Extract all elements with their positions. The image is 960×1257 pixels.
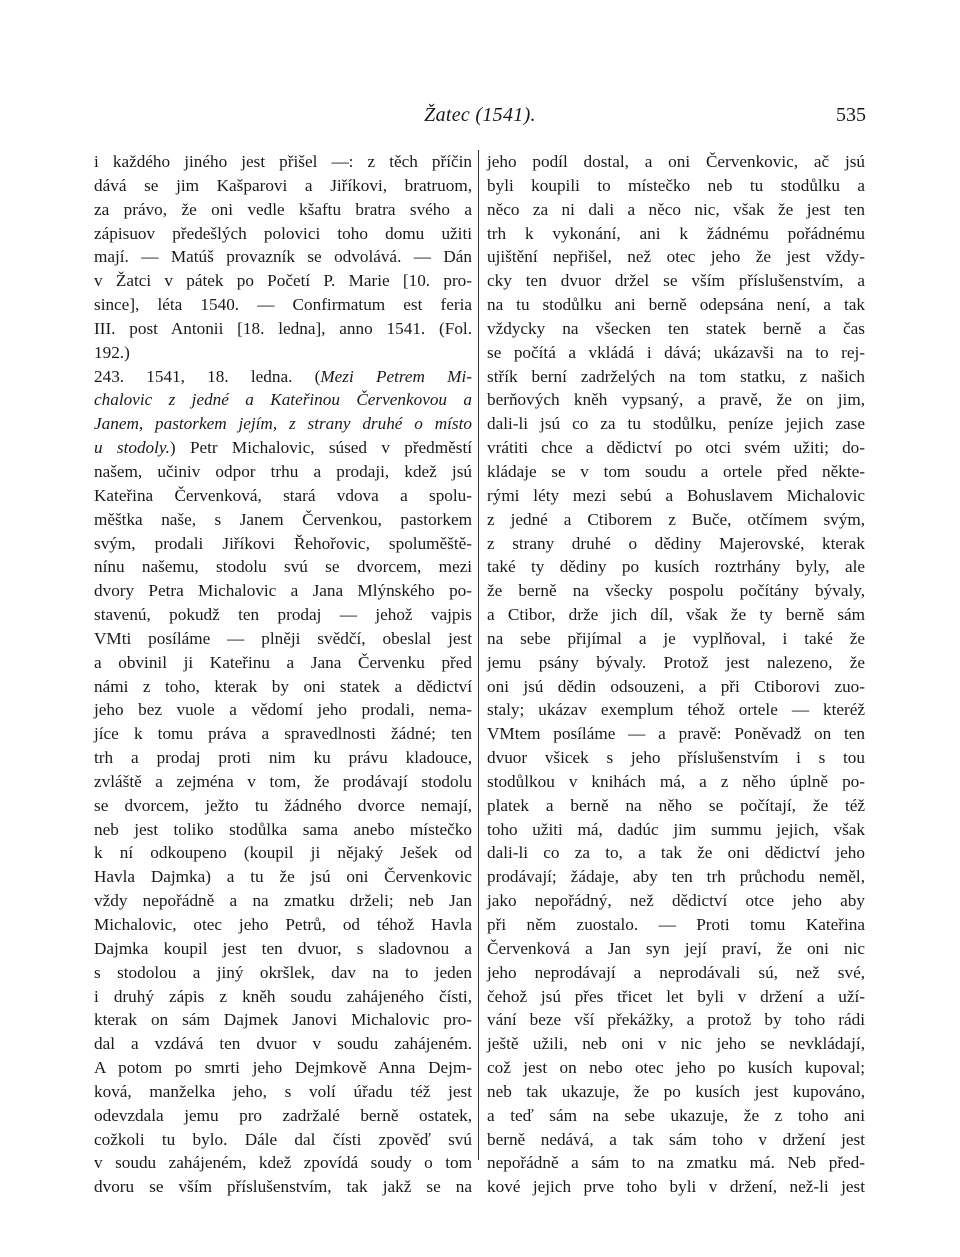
text-line: berně nedává, a tak sám toho v držení jest xyxy=(487,1129,865,1149)
text-line: stodůlkou v knihách má, a z něho úplně po- xyxy=(487,771,865,791)
text-line: toho užiti má, dadúc jim summu jejich, však xyxy=(487,819,865,839)
text-line: Janem, pastorkem jejím, z strany druhé o místo xyxy=(94,414,472,434)
text-line: oni jsú dědin odsouzeni, a při Ctiborovi zuo- xyxy=(487,676,865,696)
text-line: kládaje se v tom soudu a ortele před někte- xyxy=(487,461,865,481)
page-number: 535 xyxy=(836,104,866,126)
text-line: VMtem posíláme — a pravě: Poněvadž on ten xyxy=(487,724,865,744)
page-header xyxy=(94,104,866,134)
text-line: dvory Petra Michalovic a Jana Mlýnského po- xyxy=(94,581,472,601)
text-line: III. post Antonii [18. ledna], anno 1541. (Fol. xyxy=(94,318,472,338)
text-line: našem, učiniv odpor trhu a prodaji, kdež jsú xyxy=(94,461,472,481)
text-line: nepořádně a sám to na zmatku má. Neb před- xyxy=(487,1153,865,1173)
text-line: dali-li jsú co za tu stodůlku, peníze jejich zase xyxy=(487,414,865,434)
text-line: mají. — Matúš provazník se odvolává. — Dán xyxy=(94,247,472,267)
text-line: při něm zuostalo. — Proti tomu Kateřina xyxy=(487,915,865,934)
text-line: také ty dědiny po kusích roztrhány byly, ale xyxy=(487,557,865,577)
text-line: něco za ni dali a něco nic, však že jest ten xyxy=(487,199,865,219)
text-line: k ní odkoupeno (koupil ji nějaký Ješek od xyxy=(94,843,472,863)
text-line: měštka naše, s Janem Červenkou, pastorkem xyxy=(94,509,472,529)
text-line: Kateřina Červenková, stará vdova a spolu- xyxy=(94,485,472,505)
text-line: u stodoly.) Petr Michalovic, súsed v předměstí xyxy=(94,438,473,458)
text-line: VMti posíláme — plněji svědčí, obeslal jest xyxy=(94,628,472,648)
text-line: vždy nepořádně a na zmatku drželi; neb Jan xyxy=(94,891,472,911)
text-line: a teď sám na sebe ukazuje, že z toho ani xyxy=(487,1105,865,1125)
text-line: 192.) xyxy=(94,342,130,362)
text-line: Havla Dajmka) a tu že jsú oni Červenkovic xyxy=(94,867,472,887)
text-line: ještě užili, neb oni v nic jeho se nevkládají, xyxy=(487,1034,865,1054)
text-line: z jedné a Ctiborem z Buče, otčímem svým, xyxy=(487,509,865,529)
text-line: vždycky na všecken ten statek berně a čas xyxy=(487,318,865,338)
text-line: chalovic z jedné a Kateřinou Červenkovou a xyxy=(94,390,472,410)
text-line: kterak on sám Dajmek Janovi Michalovic pro- xyxy=(94,1010,472,1030)
text-line: kové jejich prve toho byli v držení, než-li jest xyxy=(487,1177,865,1197)
text-line: ková, manželka jeho, s volí úřadu též jest xyxy=(94,1081,472,1101)
text-line: ujištění nepřišel, než otec jeho že jest vždy- xyxy=(487,247,865,267)
text-line: jeho neprodávají a neprodávali sú, než své, xyxy=(487,962,865,982)
text-line: že berně na všecky pospolu počítány bývaly, xyxy=(487,581,865,601)
text-line: dal a vzdává ten dvuor v soudu zahájeném. xyxy=(94,1034,472,1054)
text-line: jemu psány bývaly. Protož jest nalezeno, že xyxy=(487,652,865,672)
text-line: námi z toho, kterak by oni statek a dědictví xyxy=(94,676,472,696)
text-line: dává se jim Kašparovi a Jiříkovi, bratruom, xyxy=(94,175,472,195)
text-line: zvláště a zejména v tom, že prodávají stodolu xyxy=(94,771,472,791)
text-line: since], léta 1540. — Confirmatum est feria xyxy=(94,295,472,315)
text-line: Michalovic, otec jeho Petrů, od téhož Havla xyxy=(94,915,472,934)
text-line: rými léty mezi sebú a Bohuslavem Michalovic xyxy=(487,485,865,505)
text-line: neb tak ukazuje, že po kusích jest kupováno, xyxy=(487,1081,865,1101)
text-line: jeho bez vuole a vědomí jeho prodali, nema- xyxy=(94,700,472,720)
text-line: nínu našemu, stodolu svú se dvorcem, mezi xyxy=(94,557,472,577)
text-line: vání beze vší překážky, a protož by toho rádi xyxy=(487,1010,865,1030)
text-line: svým, prodali Jiříkovi Řehořovic, spoluměště- xyxy=(94,533,472,553)
text-line: berňových kněh vypsaný, a pravě, že on jim, xyxy=(487,390,865,410)
text-line: trh a prodaj proti nim ku právu kladouce, xyxy=(94,748,472,768)
text-line: trh k vykonání, ani k žádnému pořádnému xyxy=(487,223,865,243)
text-line: se dvorcem, ježto tu žádného dvorce nemají, xyxy=(94,795,472,815)
text-line: platek a berně na něho se počítají, že též xyxy=(487,795,865,815)
text-line: jako nepořádný, než dědictví otce jeho aby xyxy=(487,891,865,911)
column-divider xyxy=(478,150,479,1160)
text-line: cožkoli tu bylo. Dále dal čísti zpověď svú xyxy=(94,1129,472,1149)
text-line: jeho podíl dostal, a oni Červenkovic, ač jsú xyxy=(487,152,865,171)
text-line: jíce k tomu práva a spravedlnosti žádné; ten xyxy=(94,724,472,744)
text-line: v Žatci v pátek po Početí P. Marie [10. pro- xyxy=(94,271,472,291)
text-line: a Ctibor, drže jich díl, však že ty berně sám xyxy=(487,605,865,625)
running-title: Žatec (1541). xyxy=(424,104,536,126)
text-line: se počítá a vkládá i dává; ukázavši na to rej- xyxy=(487,342,865,362)
text-line: na sebe přijímal a je vyplňoval, i také že xyxy=(487,628,865,648)
text-line: i každého jiného jest přišel —: z těch příčin xyxy=(94,152,472,171)
text-line: dvuor všicek s jeho příslušenstvím i s tou xyxy=(487,748,865,768)
text-line: A potom po smrti jeho Dejmkově Anna Dejm- xyxy=(94,1058,472,1078)
text-line: Dajmka koupil jest ten dvuor, s sladovnou a xyxy=(94,938,472,958)
right-column xyxy=(487,150,865,1199)
text-line: cky ten dvuor držel se vším příslušenstvím, a xyxy=(487,271,865,291)
text-line: dvoru se vším příslušenstvím, tak jakž se na xyxy=(94,1177,472,1197)
text-line: dali-li co za to, a tak že oni dědictví jeho xyxy=(487,843,865,863)
text-line: zápisuov předešlých polovici toho domu užiti xyxy=(94,223,472,243)
text-line: což jest on nebo otec jeho po kusích kupoval; xyxy=(487,1058,865,1078)
text-line: v soudu zahájeném, kdež zpovídá soudy o tom xyxy=(94,1153,472,1173)
left-column xyxy=(94,150,472,1199)
text-line: střík berní zadrželých na tom statku, z našich xyxy=(487,366,865,386)
text-line: za právo, že oni vedle kšaftu bratra svého a xyxy=(94,199,472,219)
text-line: vrátiti chce a dědictví po otci svém užiti; do- xyxy=(487,438,865,458)
text-line: s stodolou a jiný okršlek, dav na to jeden xyxy=(94,962,472,982)
text-line: staly; ukázav exemplum téhož ortele — kteréž xyxy=(487,700,865,720)
text-line: neb jest toliko stodůlka sama anebo místečko xyxy=(94,819,472,839)
text-line: odevzdala jemu pro zadržalé berně ostatek, xyxy=(94,1105,472,1125)
text-line: z strany druhé o dědiny Majerovské, kterak xyxy=(487,533,865,553)
text-line: a obvinil ji Kateřinu a Jana Červenku před xyxy=(94,652,472,672)
text-line: 243. 1541, 18. ledna. (Mezi Petrem Mi- xyxy=(94,366,472,386)
text-line: Červenková a Jan syn její praví, že oni nic xyxy=(487,938,865,958)
text-line: i druhý zápis z kněh soudu zahájeného čísti, xyxy=(94,986,472,1006)
text-line: byli koupili to místečko neb tu stodůlku a xyxy=(487,175,865,195)
text-line: stavenú, pokudž ten prodaj — jehož vajpis xyxy=(94,605,472,625)
text-line: prodávají; žádaje, aby ten trh průchodu neměl, xyxy=(487,867,865,887)
text-line: na tu stodůlku ani berně odepsána není, a tak xyxy=(487,295,865,315)
text-line: čehož jsú přes třicet let byli v držení a uží- xyxy=(487,986,865,1006)
